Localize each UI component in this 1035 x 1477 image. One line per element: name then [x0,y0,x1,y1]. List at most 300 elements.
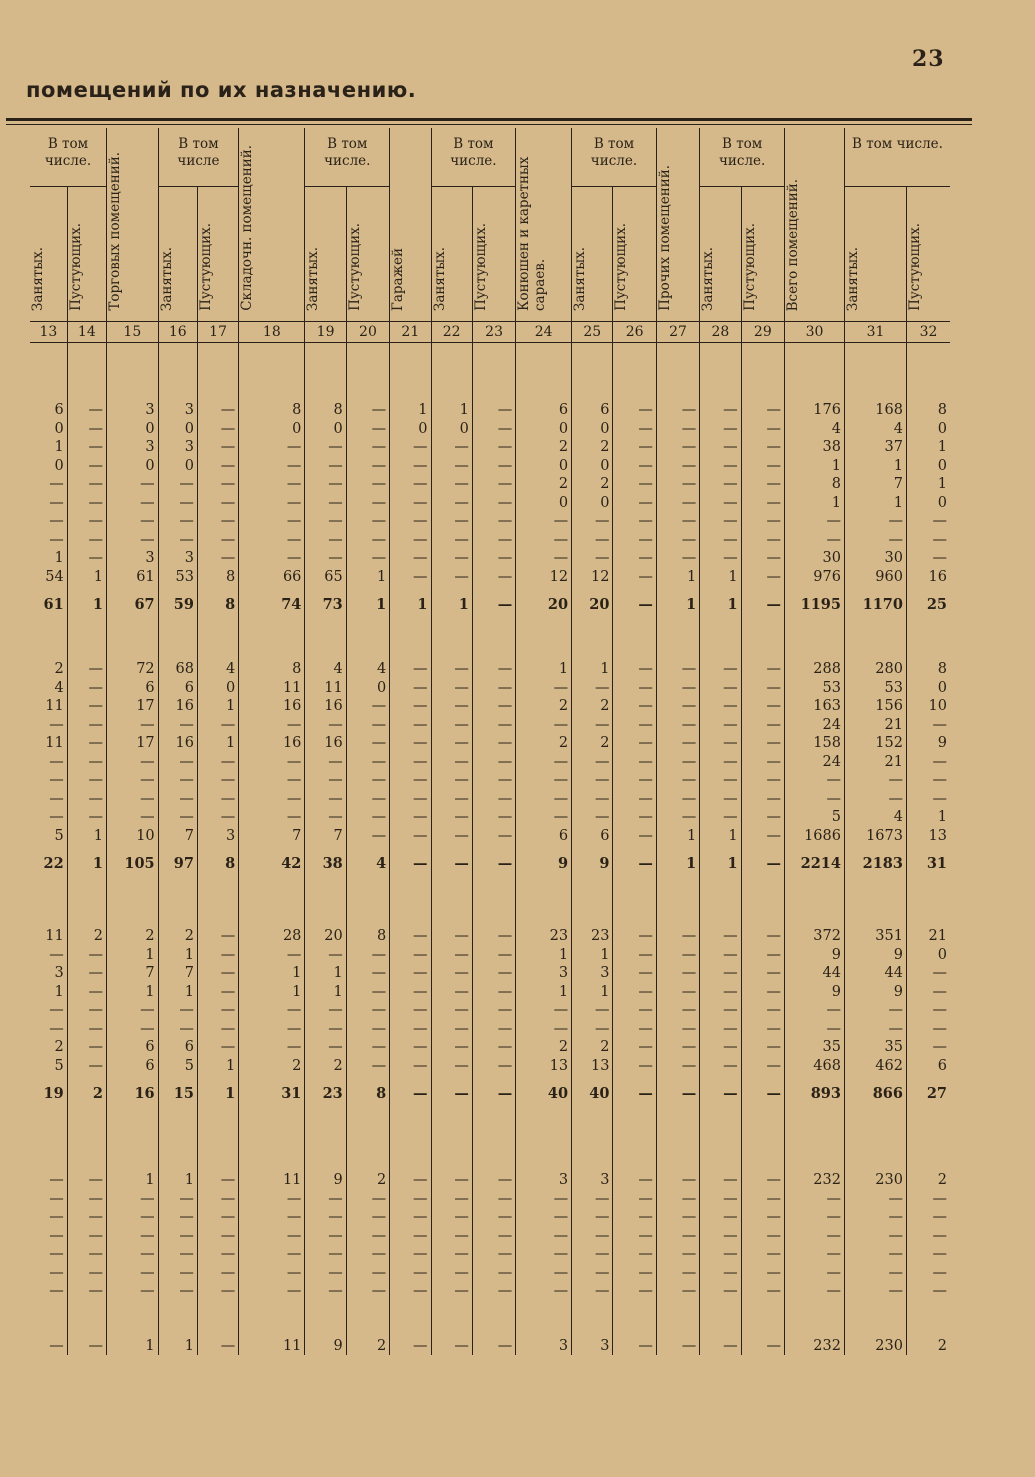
table-cell: — [346,734,389,753]
table-cell: — [613,512,656,531]
table-cell [106,624,158,660]
table-cell [305,1301,346,1337]
table-cell [656,624,699,660]
table-cell: — [158,531,197,550]
table-cell: — [613,845,656,883]
table-cell: 0 [239,420,305,439]
table-cell: 38 [785,438,845,457]
table-cell: — [700,401,741,420]
table-cell: — [741,771,784,790]
table-cell: — [516,790,572,809]
table-cell: 53 [785,679,845,698]
table-cell: — [613,457,656,476]
table-cell: 1 [785,494,845,513]
column-number: 15 [106,322,158,343]
table-cell [741,624,784,660]
table-cell: 1 [106,1171,158,1190]
table-cell: — [906,531,950,550]
table-cell: — [67,983,106,1002]
table-cell: 0 [906,457,950,476]
table-cell: — [158,716,197,735]
table-cell: — [613,734,656,753]
table-cell: — [305,771,346,790]
table-cell: — [49,1172,64,1188]
table-row [30,716,950,735]
table-cell: — [613,790,656,809]
table-cell [906,624,950,660]
table-cell [741,343,784,402]
table-cell: — [741,1057,784,1076]
table-cell: — [700,771,741,790]
table-cell: 1 [906,808,950,827]
table-cell: — [572,1264,613,1283]
table-cell: — [239,438,305,457]
table-row [30,679,950,698]
table-cell: 8 [197,586,238,624]
table-cell: — [572,512,613,531]
table-cell: — [516,549,572,568]
table-cell: — [305,1245,346,1264]
table-cell: — [741,845,784,883]
table-cell: — [613,1075,656,1113]
table-cell: — [390,734,431,753]
table-cell: — [346,531,389,550]
table-cell: 2 [516,1038,572,1057]
table-cell: — [656,1075,699,1113]
table-cell: — [844,1020,906,1039]
table-cell: 4 [844,420,906,439]
table-cell: — [197,927,238,946]
table-cell: 3 [197,827,238,846]
table-cell: — [67,1171,106,1190]
column-number: 19 [305,322,346,343]
table-cell: 1 [656,568,699,587]
table-cell: — [741,808,784,827]
column-header: Складочн. помещений. [239,128,305,322]
table-cell: — [67,1337,106,1356]
table-cell: — [390,697,431,716]
table-cell: 1 [158,1171,197,1190]
table-cell: 8 [197,568,238,587]
table-cell: — [572,531,613,550]
table-cell: — [700,679,741,698]
table-cell: — [197,549,238,568]
column-number: 21 [390,322,431,343]
table-cell: — [390,494,431,513]
table-cell: — [516,1227,572,1246]
table-cell: — [516,531,572,550]
table-cell: 0 [906,946,950,965]
table-cell: — [741,568,784,587]
table-cell: 1 [67,568,106,587]
table-cell [346,883,389,927]
table-cell: — [197,1190,238,1209]
table-cell: — [741,531,784,550]
table-cell: 0 [197,679,238,698]
table-cell: 1 [516,660,572,679]
table-cell: 9 [906,734,950,753]
table-cell: — [613,927,656,946]
table-cell: — [572,679,613,698]
spacer-row [30,1301,950,1337]
table-cell: — [239,1245,305,1264]
table-cell: — [656,946,699,965]
table-cell: — [106,808,158,827]
table-cell: — [613,808,656,827]
table-cell: — [656,983,699,1002]
table-cell: — [106,790,158,809]
table-row [30,1171,950,1190]
table-cell [158,883,197,927]
table-cell: 2 [516,475,572,494]
table-cell: 16 [158,734,197,753]
table-cell: — [431,734,472,753]
table-cell [390,1301,431,1337]
table-cell: — [472,549,515,568]
table-cell: — [906,964,950,983]
table-cell: — [305,716,346,735]
column-number: 31 [844,322,906,343]
table-cell [239,1301,305,1337]
table-cell: — [106,1282,158,1301]
table-cell: — [67,964,106,983]
column-number: 14 [67,322,106,343]
table-cell: 230 [844,1337,906,1356]
table-cell [346,343,389,402]
table-cell: — [390,1245,431,1264]
table-cell [30,624,67,660]
table-cell [741,883,784,927]
table-cell [844,1301,906,1337]
table-cell: — [106,1245,158,1264]
table-cell: — [472,845,515,883]
table-cell: — [346,1208,389,1227]
table-cell: — [49,476,64,492]
table-cell: — [472,494,515,513]
table-cell: 38 [305,845,346,883]
table-cell [30,883,67,927]
table-cell [613,883,656,927]
table-cell: — [741,1171,784,1190]
table-cell: 1 [572,946,613,965]
table-cell: 2 [516,697,572,716]
table-cell: — [613,420,656,439]
table-cell: — [572,549,613,568]
table-cell: — [305,808,346,827]
column-number-row [30,322,950,343]
table-cell: 11 [239,679,305,698]
table-cell: — [239,1190,305,1209]
table-cell: 23 [572,927,613,946]
column-header: Пустующих. [472,187,515,322]
table-cell: 10 [906,697,950,716]
table-cell [656,1113,699,1171]
table-cell: — [844,1245,906,1264]
table-cell: 152 [844,734,906,753]
table-cell: — [656,679,699,698]
table-cell: — [390,1337,431,1356]
table-cell: — [572,1190,613,1209]
table-cell: — [431,790,472,809]
column-number: 13 [30,322,67,343]
table-cell: — [431,549,472,568]
table-cell: 68 [158,660,197,679]
table-cell: — [106,512,158,531]
table-cell: 19 [43,1084,64,1102]
table-cell: — [390,531,431,550]
column-header: Занятых. [844,187,906,322]
table-cell: — [197,1282,238,1301]
table-cell: — [67,1208,106,1227]
table-cell: — [613,494,656,513]
table-cell [656,343,699,402]
table-cell: — [472,438,515,457]
table-cell [844,1113,906,1171]
table-row [30,1057,950,1076]
table-cell: — [906,1038,950,1057]
table-cell: 7 [158,964,197,983]
table-cell: — [197,1171,238,1190]
table-row [30,1337,950,1356]
table-cell: 42 [239,845,305,883]
table-cell: 6 [516,827,572,846]
table-cell: — [197,475,238,494]
spacer-row [30,343,950,402]
table-cell: — [472,1171,515,1190]
table-cell: — [346,401,389,420]
table-cell: 66 [239,568,305,587]
table-cell: 1 [305,964,346,983]
table-cell: — [906,790,950,809]
table-cell: — [106,494,158,513]
table-cell: — [158,790,197,809]
table-cell: — [197,438,238,457]
table-cell: — [106,1227,158,1246]
table-cell: — [390,1020,431,1039]
table-cell: — [49,946,64,963]
table-cell: — [431,531,472,550]
table-cell: 11 [45,928,64,944]
table-cell: 24 [785,716,845,735]
table-cell [906,1301,950,1337]
table-cell: 73 [305,586,346,624]
table-cell: — [613,401,656,420]
table-cell: — [197,1038,238,1057]
table-cell: 0 [305,420,346,439]
table-row [30,494,950,513]
table-cell: 2 [346,1171,389,1190]
table-cell [346,1301,389,1337]
table-cell: — [158,1227,197,1246]
table-cell: — [197,753,238,772]
table-cell: 8 [239,401,305,420]
table-cell: 0 [572,420,613,439]
table-cell: — [197,494,238,513]
table-cell: 6 [106,1038,158,1057]
table-cell: 1 [239,964,305,983]
table-cell: — [390,1208,431,1227]
table-cell: — [197,531,238,550]
table-cell: — [431,716,472,735]
table-cell: — [390,716,431,735]
column-header: Торговых помещений. [106,128,158,322]
table-cell: — [785,771,845,790]
table-cell: — [472,734,515,753]
table-cell: — [346,1020,389,1039]
table-cell: — [472,716,515,735]
table-cell: — [656,716,699,735]
spacer-row [30,624,950,660]
table-cell: — [49,809,64,825]
table-cell: 1 [346,568,389,587]
table-cell [613,624,656,660]
table-cell: 6 [158,1038,197,1057]
table-cell: 72 [106,660,158,679]
table-cell: — [844,531,906,550]
table-cell: — [346,438,389,457]
table-cell: — [656,790,699,809]
table-cell: — [305,438,346,457]
table-cell: 1 [656,586,699,624]
table-cell [197,624,238,660]
table-cell: 2 [906,1171,950,1190]
table-cell: — [700,1001,741,1020]
table-cell: — [305,494,346,513]
table-cell: — [472,660,515,679]
table-cell: — [656,1001,699,1020]
table-cell: — [390,1282,431,1301]
table-row [30,475,950,494]
table-cell: — [197,420,238,439]
table-cell: 3 [516,1337,572,1356]
table-row [30,771,950,790]
table-cell: — [346,771,389,790]
group-header: В том числе. [30,128,106,187]
table-cell: 0 [54,420,64,437]
table-cell: 3 [158,401,197,420]
table-cell: — [906,1001,950,1020]
table-cell: — [197,808,238,827]
table-cell: — [700,983,741,1002]
table-cell: — [656,1208,699,1227]
table-cell: — [431,475,472,494]
column-header: Занятых. [700,187,741,322]
table-cell: 11 [239,1171,305,1190]
group-header: В том числе. [305,128,390,187]
table-cell: 3 [106,438,158,457]
table-cell: — [390,660,431,679]
table-cell: — [741,420,784,439]
table-cell: — [346,420,389,439]
table-cell: 8 [346,927,389,946]
table-cell: 37 [844,438,906,457]
table-row [30,964,950,983]
table-cell: — [785,1001,845,1020]
table-cell: 11 [239,1337,305,1356]
table-cell [472,1113,515,1171]
table-cell: — [700,549,741,568]
table-cell: 0 [906,494,950,513]
table-cell: — [305,1190,346,1209]
table-cell: 8 [906,660,950,679]
table-cell: — [431,1264,472,1283]
table-cell: 7 [305,827,346,846]
table-cell: — [431,1020,472,1039]
table-cell: — [472,1337,515,1356]
table-cell: — [700,1208,741,1227]
column-header: Пустующих. [906,187,950,322]
table-cell: — [67,475,106,494]
table-cell: — [67,494,106,513]
table-cell: — [431,845,472,883]
table-cell: 6 [106,679,158,698]
column-number: 22 [431,322,472,343]
table-cell: 1 [700,827,741,846]
table-cell: — [472,1264,515,1283]
table-cell: — [785,1282,845,1301]
table-cell: — [431,697,472,716]
table-cell: — [700,494,741,513]
table-cell: 30 [785,549,845,568]
table-cell: — [656,531,699,550]
table-cell: 6 [572,401,613,420]
table-cell [67,883,106,927]
table-cell: — [741,753,784,772]
table-cell: — [656,734,699,753]
table-cell: — [700,716,741,735]
table-cell: — [431,808,472,827]
table-cell: — [197,790,238,809]
table-row [30,401,950,420]
table-cell: — [572,1227,613,1246]
table-cell: — [67,1001,106,1020]
table-cell: — [472,964,515,983]
table-cell: 9 [305,1171,346,1190]
table-cell: 31 [906,845,950,883]
table-cell: 27 [906,1075,950,1113]
table-cell: 288 [785,660,845,679]
spacer-row [30,883,950,927]
table-cell: 8 [785,475,845,494]
table-cell [572,343,613,402]
column-number: 30 [785,322,845,343]
table-cell: — [785,1208,845,1227]
table-cell: — [656,1190,699,1209]
table-cell: 9 [572,845,613,883]
table-cell: — [700,1264,741,1283]
table-cell: 0 [106,457,158,476]
table-cell: 30 [844,549,906,568]
table-cell: 1 [572,983,613,1002]
table-cell: 9 [785,946,845,965]
column-header: Занятых. [572,187,613,322]
table-row [30,531,950,550]
header-group-row [30,128,950,187]
table-cell: 2 [572,697,613,716]
table-cell: 12 [572,568,613,587]
table-cell: — [472,1057,515,1076]
table-cell: — [106,531,158,550]
table-cell: — [700,946,741,965]
table-cell: — [305,753,346,772]
table-cell: — [472,827,515,846]
table-cell [700,343,741,402]
table-cell: — [844,771,906,790]
table-cell: 1 [516,946,572,965]
column-header: Занятых. [30,246,46,311]
table-cell: — [67,420,106,439]
table-cell: — [305,1208,346,1227]
